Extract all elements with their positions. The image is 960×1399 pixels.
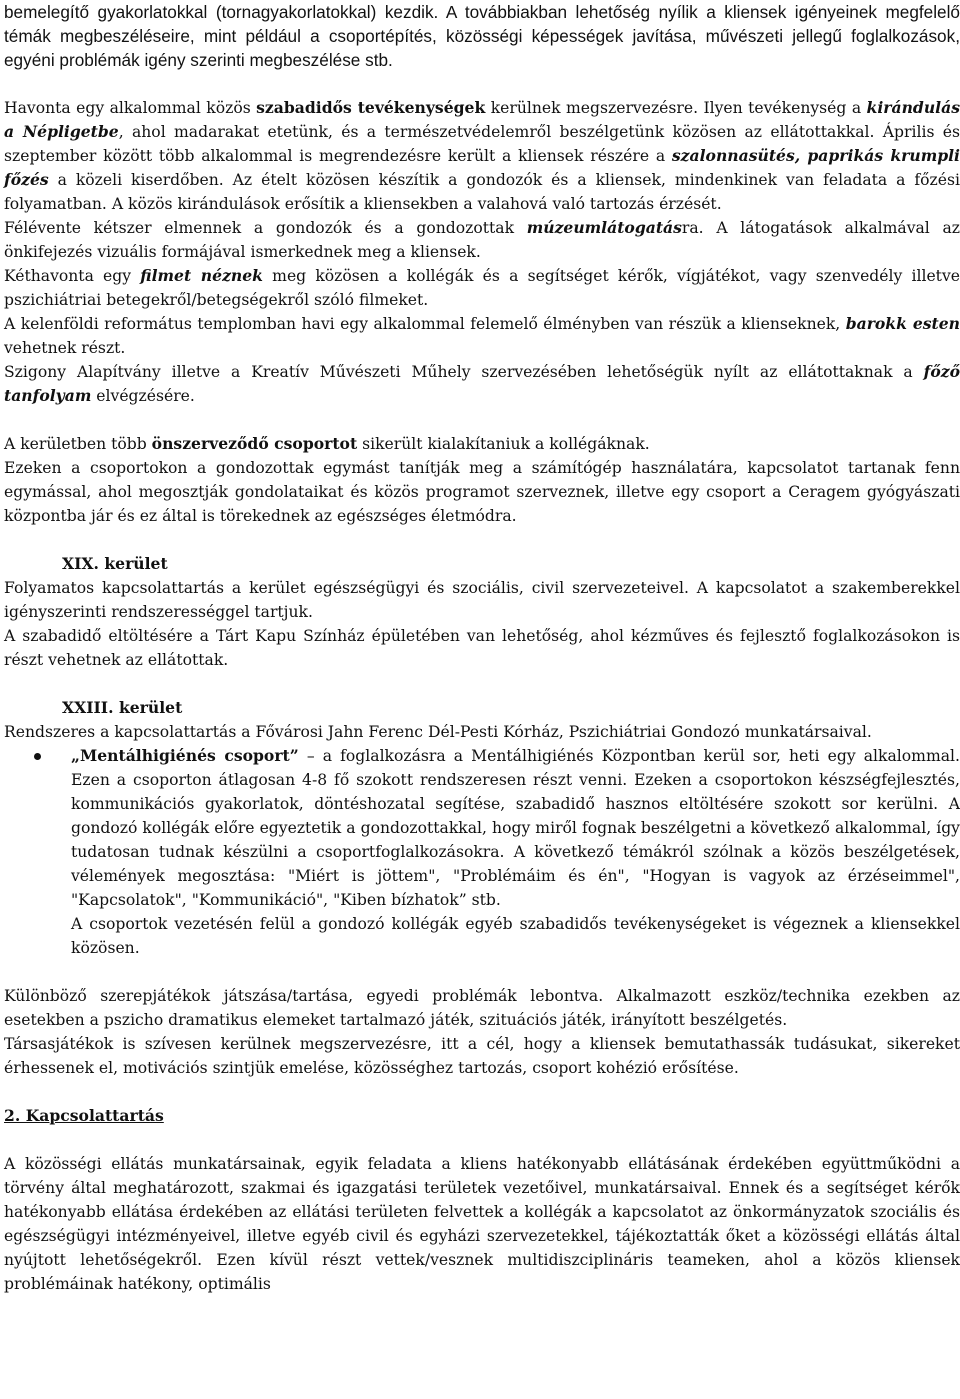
groups-paragraph-1: [4, 432, 960, 456]
emphasis-baroque: barokk esten: [845, 314, 960, 333]
emphasis-cooking-course: főző tanfolyam: [4, 362, 960, 405]
emphasis-group-title: „Mentálhigiénés csoport”: [71, 746, 299, 765]
text-run: Félévente kétszer elmennek a gondozók és a gondozottak: [4, 219, 527, 237]
groups-paragraph-2: Ezeken a csoportokon a gondozottak egymást tanítják meg a számítógép használatára, kapcsolatot tartanak fenn egymással, ahol megosztják gondolataikat és közös programot szerveznek, illetve egy csoport a Ceragem gyógyászati központba jár és ez által is törekednek az egészséges életmódra.: [4, 459, 960, 525]
district-19-section: [4, 576, 960, 672]
text-run: Kéthavonta egy: [4, 267, 141, 285]
district-23-section: [4, 720, 960, 960]
heading-label: kerület: [98, 554, 168, 573]
leisure-paragraph-2: [4, 216, 960, 264]
bullet-list: [4, 744, 960, 912]
roleplay-paragraph-2: Társasjátékok is szívesen kerülnek megszervezésre, itt a cél, hogy a kliensek bemutathassák tudásukat, sikereket érhessenek el, motivációs szintjük emelése, közösséghez tartozás, csoport kohézió erősítése.: [4, 1035, 960, 1077]
emphasis-film: filmet néznek: [140, 266, 263, 285]
text-run: sikerült kialakítaniuk a kollégáknak.: [357, 435, 650, 453]
leisure-paragraph-1: [4, 96, 960, 216]
leisure-paragraph-5: [4, 360, 960, 408]
district-19-heading: [62, 552, 960, 576]
section-2-title: 2. Kapcsolattartás: [4, 1106, 164, 1125]
emphasis-cooking: szalonnasütés, paprikás krumpli főzés: [4, 146, 960, 189]
text-run: A kelenföldi református templomban havi egy alkalommal felemelő élményben van részük a klienseknek,: [4, 315, 846, 333]
text-run: a közeli kiserdőben. Az ételt közösen készítik a gondozók és a kliensek, mindenkinek van feladata a főzési folyamatban. A közös kirándulások erősítik a kliensekben a valahová való tartozás érzését.: [4, 171, 960, 213]
bullet-icon: [34, 753, 41, 760]
emphasis-leisure-activities: szabadidős tevékenységek: [256, 98, 486, 117]
text-run: , ahol madarakat etetünk, és a természetvédelemről beszélgetünk közösen az ellátottakkal. Április és szeptember között több alkalommal is megrendezésre került a kliensek részére a: [4, 123, 960, 165]
text-run: Szigony Alapítvány illetve a Kreatív Művészeti Műhely szervezésében lehetőségük nyílt az ellátottaknak a: [4, 363, 924, 381]
section-2-body: [4, 1152, 960, 1296]
text-run: vehetnek részt.: [4, 339, 126, 357]
district-23-heading: [62, 696, 960, 720]
bullet-followup-paragraph: A csoportok vezetésén felül a gondozó kollégák egyéb szabadidős tevékenységeket is végeznek a kliensekkel közösen.: [71, 915, 960, 957]
text-run: meg közösen a kollégák és a segítséget kérők, vígjátékot, vagy szenvedély illetve pszichiátriai betegekről/betegségekről szóló filmeket.: [4, 267, 960, 309]
leisure-paragraph-4: [4, 312, 960, 360]
section-2-paragraph-1: A közösségi ellátás munkatársainak, egyik feladata a kliens hatékonyabb ellátásának érdekében együttműködni a törvény által meghatározott, szakmai és igazgatási területek vezetőivel, munkatársaival. Ennek és a segítséget kérők hatékonyabb ellátása érdekében az ellátási területen felvettek a kollégák a kapcsolatot az önkormányzatok szociális és egészségügyi intézményeivel, illetve egyéb civil és egyházi szervezetekkel, tájékoztatták őket a közösségi ellátás által nyújtott lehetőségekről. Ezen kívül részt vettek/vesznek multidiszciplináris teameken, ahol a közös kliensek problémáinak hatékony, optimális: [4, 1155, 960, 1293]
text-run: – a foglalkozásra a Mentálhigiénés Központban kerül sor, heti egy alkalommal. Ezen a csoporton átlagosan 4-8 fő szokott rendszeresen részt venni. Ezeken a csoportokon készségfejlesztés, kommunikációs gyakorlatok, döntéshozatal segítése, szabadidő hasznos eltöltésére szokott sor kerülni. A gondozó kollégák előre egyeztetik a gondozottakkal, hogy miről fognak beszélgetni a következő alkalommal, így tudatosan tudnak készülni a csoportfoglalkozásokra. A következő témákról szólnak a közös beszélgetések, vélemények megosztása: "Miért is jöttem", "Problémáim és én", "Hogyan is vagyok az érzéseimmel", "Kapcsolatok", "Kommunikáció", "Kiben bízhatok” stb.: [71, 747, 960, 909]
roleplay-section: [4, 984, 960, 1080]
text-run: Havonta egy alkalommal közös: [4, 99, 257, 117]
intro-paragraph: bemelegítő gyakorlatokkal (tornagyakorlatokkal) kezdik. A továbbiakban lehetőség nyílik a kliensek igényeinek megfelelő témák megbeszéléseire, mint például a csoportépítés, közösségi képességek javítása, művészeti jellegű foglalkozások, egyéni problémák igény szerinti megbeszélése stb.: [4, 2, 960, 70]
leisure-section: [4, 96, 960, 408]
text-run: ra. A látogatások alkalmával az önkifejezés vizuális formájával ismerkednek meg a kliensek.: [4, 219, 960, 261]
leisure-paragraph-3: [4, 264, 960, 312]
list-item: [4, 744, 960, 912]
text-run: kerülnek megszervezésre. Ilyen tevékenység a: [485, 99, 867, 117]
text-run: A kerületben több: [4, 435, 152, 453]
emphasis-museum: múzeumlátogatás: [526, 218, 682, 237]
roleplay-paragraph-1: Különböző szerepjátékok játszása/tartása, egyedi problémák lebontva. Alkalmazott eszköz/technika ezekben az esetekben a pszicho dramatikus elemeket tartalmazó játék, szituációs játék, irányított beszélgetés.: [4, 987, 960, 1029]
heading-number: XIX.: [62, 554, 99, 573]
bullet-paragraph: [71, 744, 960, 912]
heading-label: kerület: [113, 698, 183, 717]
heading-number: XXIII.: [62, 698, 114, 717]
district-23-paragraph-1: Rendszeres a kapcsolattartás a Fővárosi Jahn Ferenc Dél-Pesti Kórház, Pszichiátriai Gondozó munkatársaival.: [4, 723, 872, 741]
emphasis-nepliget-trip: kirándulás a Népligetbe: [4, 98, 960, 141]
emphasis-self-organized-groups: önszerveződő csoportot: [151, 434, 358, 453]
text-run: elvégzésére.: [91, 387, 195, 405]
groups-section: [4, 432, 960, 528]
district-19-paragraph-1: Folyamatos kapcsolattartás a kerület egészségügyi és szociális, civil szervezeteivel. A kapcsolatot a szakemberekkel igényszerinti rendszerességgel tartjuk.: [4, 579, 960, 621]
district-19-paragraph-2: A szabadidő eltöltésére a Tárt Kapu Színház épületében van lehetőség, ahol kézműves és fejlesztő foglalkozásokon is részt vehetnek az ellátottak.: [4, 627, 960, 669]
document-page: [4, 0, 960, 1296]
